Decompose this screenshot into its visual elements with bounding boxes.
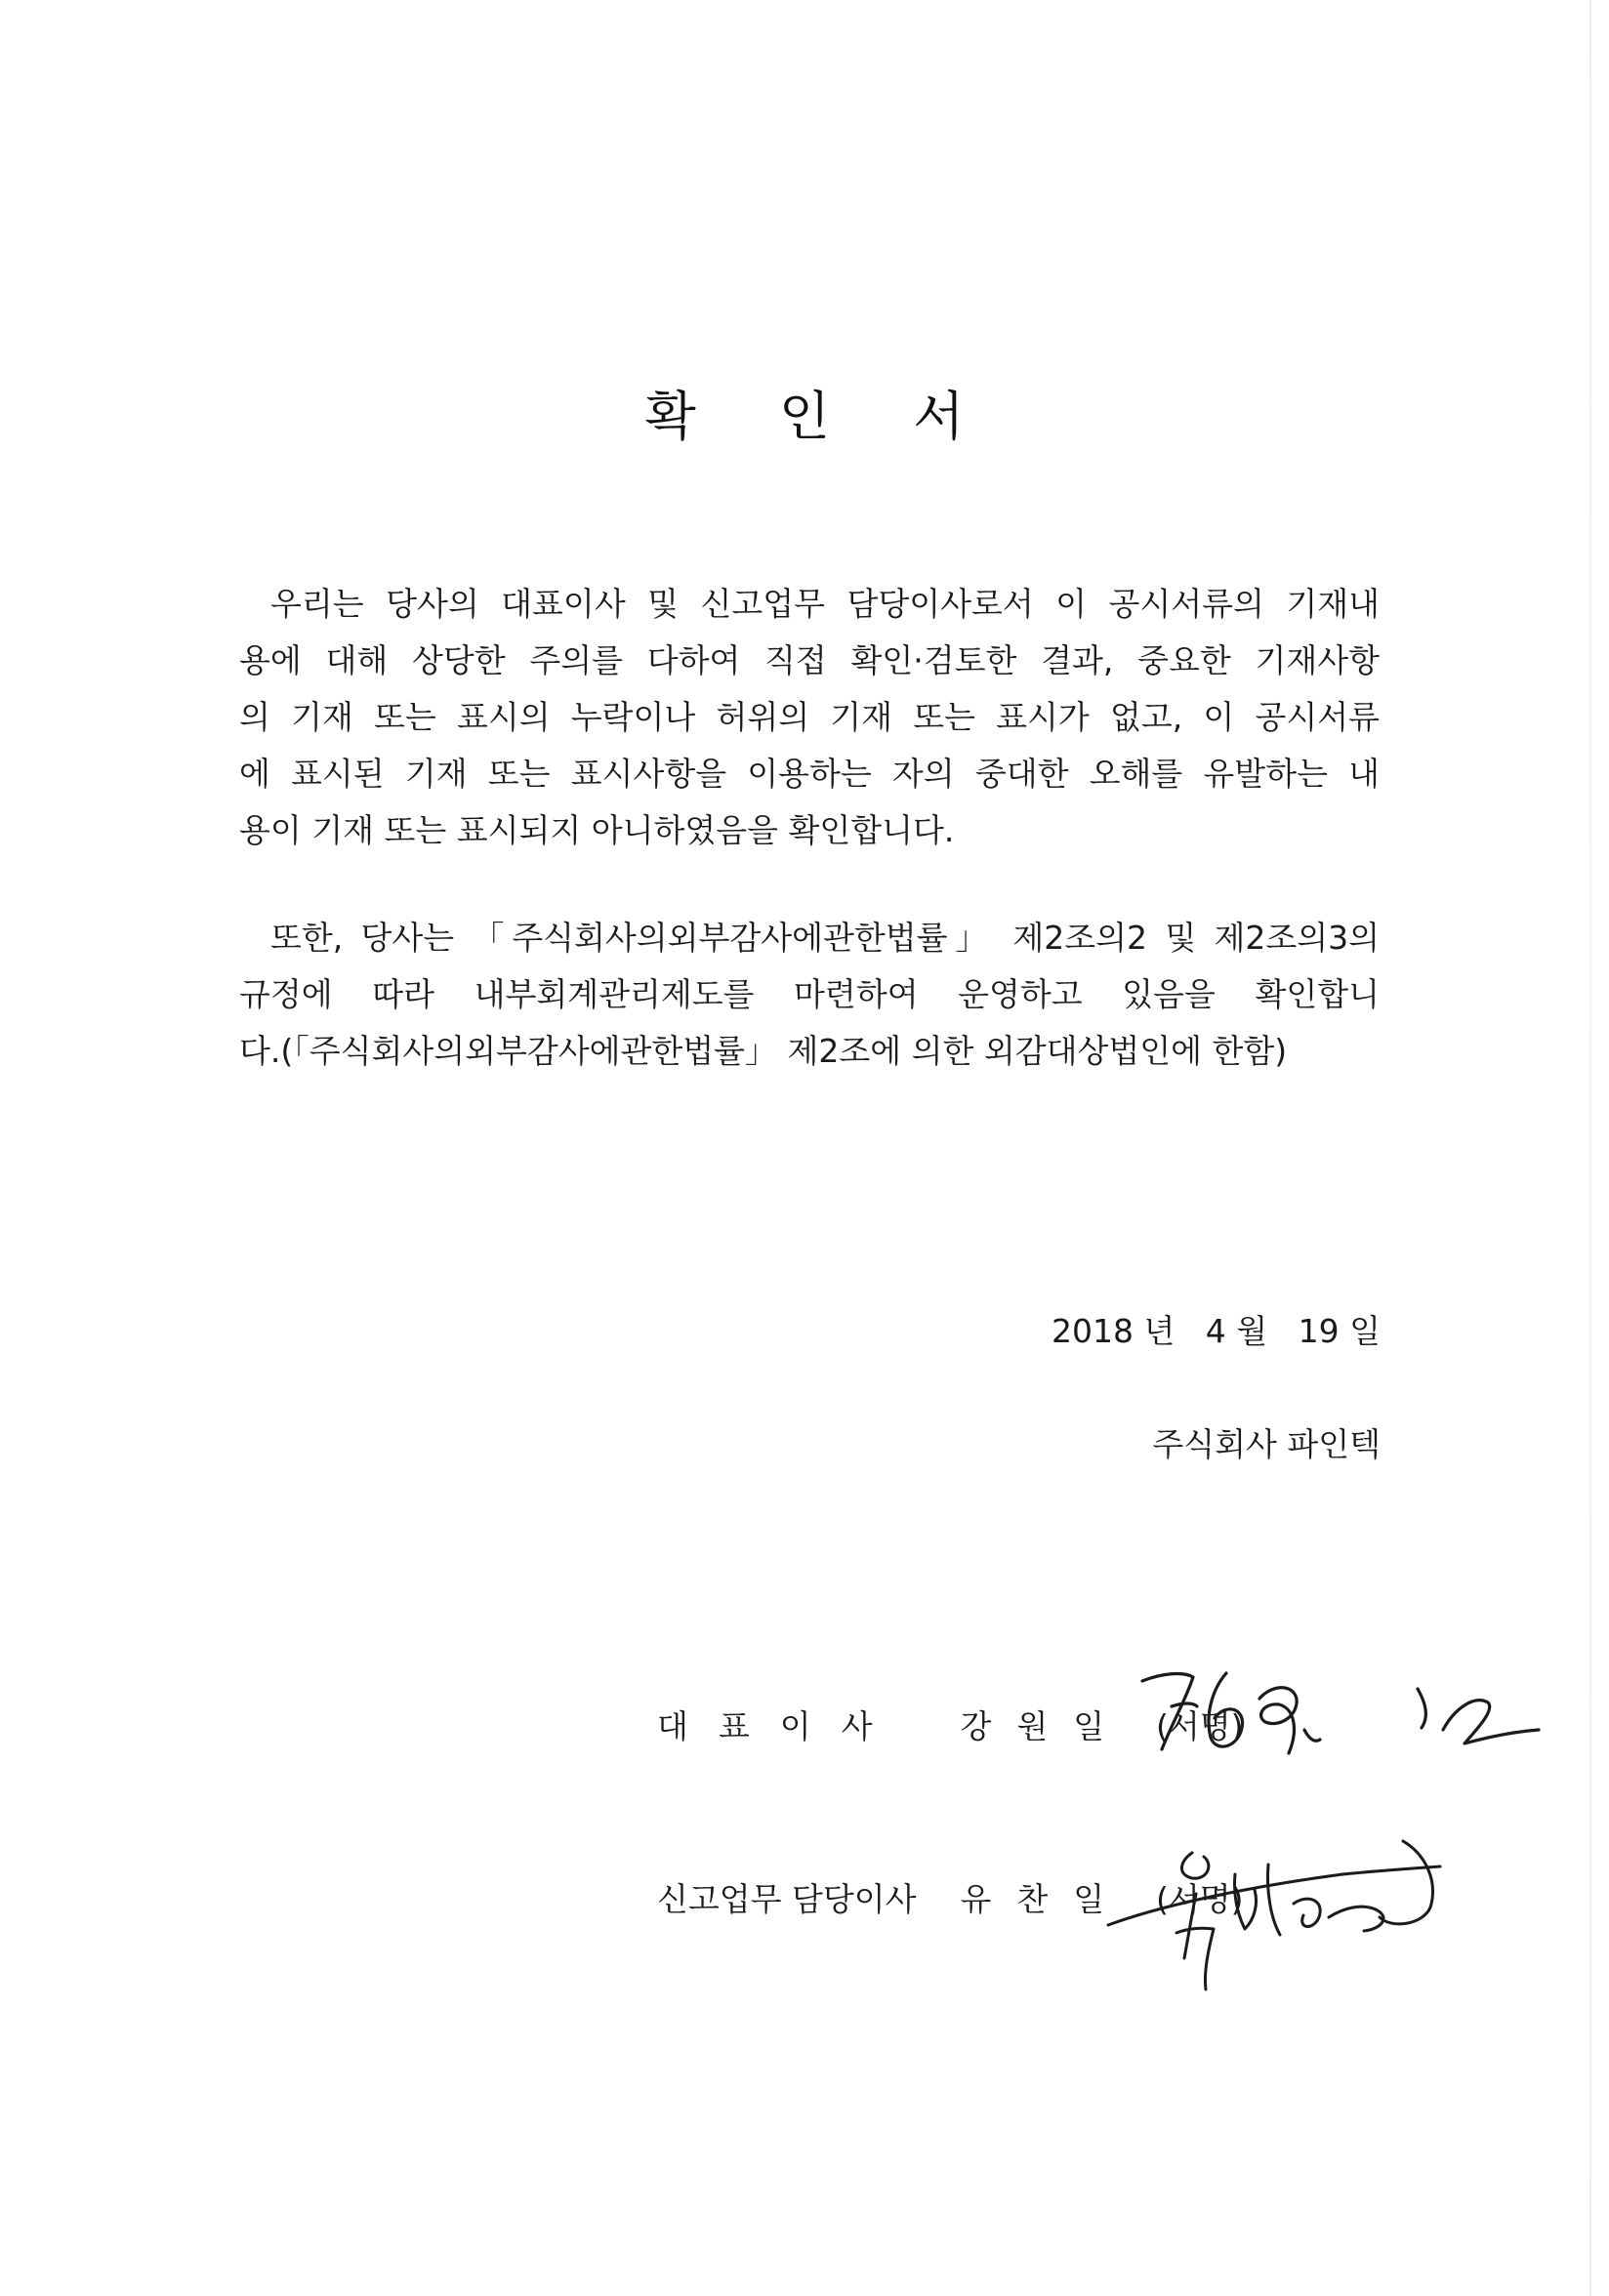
- paragraph-line: 용이 기재 또는 표시되지 아니하였음을 확인합니다.: [239, 811, 955, 849]
- signatory-role: 신고업무 담당이사: [657, 1880, 917, 1918]
- document-title: 확 인 서: [644, 386, 998, 448]
- document-date: 2018 년 4 월 19 일: [1051, 1312, 1381, 1350]
- confirmation-paragraph: [239, 576, 1380, 859]
- scan-edge-line: [1589, 0, 1591, 2296]
- paragraph-line: 다.(「주식회사의외부감사에관한법률」 제2조에 의한 외감대상법인에 한함): [239, 1032, 1288, 1070]
- paragraph-line: 우리는 당사의 대표이사 및 신고업무 담당이사로서 이 공시서류의 기재내: [270, 585, 1380, 623]
- ceo-signature-row: [657, 1702, 1263, 1747]
- disclosure-officer-signature-row: [657, 1874, 1263, 1920]
- paragraph-line: 에 표시된 기재 또는 표시사항을 이용하는 자의 중대한 오해를 유발하는 내: [239, 755, 1380, 793]
- signatory-name: 유찬일: [960, 1880, 1131, 1918]
- paragraph-line: 용에 대해 상당한 주의를 다하여 직접 확인·검토한 결과, 중요한 기재사항: [239, 641, 1380, 679]
- paragraph-line: 의 기재 또는 표시의 누락이나 허위의 기재 또는 표시가 없고, 이 공시서류: [239, 698, 1380, 736]
- internal-control-paragraph: [239, 910, 1380, 1080]
- paragraph-line: 또한, 당사는 「주식회사의외부감사에관한법률」 제2조의2 및 제2조의3의: [270, 919, 1380, 957]
- signatory-role: 대표이사: [657, 1707, 903, 1745]
- signature-label: (서명): [1156, 1707, 1244, 1745]
- company-name: 주식회사 파인텍: [1152, 1425, 1381, 1463]
- signatory-name: 강원일: [960, 1707, 1131, 1745]
- paragraph-line: 규정에 따라 내부회계관리제도를 마련하여 운영하고 있음을 확인합니: [239, 975, 1380, 1013]
- signature-label: (서명): [1156, 1880, 1244, 1918]
